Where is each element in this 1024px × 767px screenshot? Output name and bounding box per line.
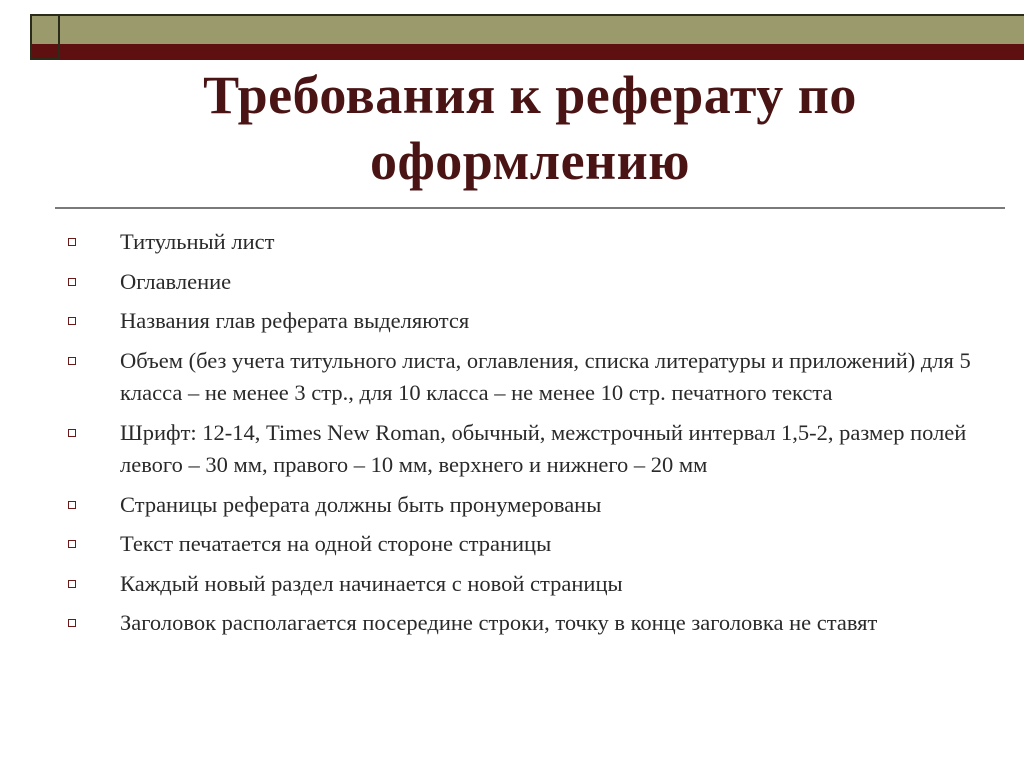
bullet-text: Титульный лист: [120, 229, 275, 254]
hollow-square-icon: [68, 317, 76, 325]
hollow-square-icon: [68, 540, 76, 548]
header-bar-maroon: [30, 44, 1024, 60]
bullet-text: Объем (без учета титульного листа, оглавления, списка литературы и приложений) для 5 класса – не менее 3 стр., для 10 класса – не менее 10 стр. печатного текста: [120, 347, 971, 405]
bullet-text: Каждый новый раздел начинается с новой страницы: [120, 570, 623, 596]
hollow-square-icon: [68, 580, 76, 588]
slide-title: Требования к реферату по оформлению: [203, 65, 857, 191]
bullet-item: [62, 607, 1012, 640]
bullet-item: [62, 226, 1012, 259]
hollow-square-icon: [68, 357, 76, 365]
bullet-item: [62, 568, 1012, 601]
bullet-item: [62, 345, 1012, 410]
title-divider: [55, 207, 1005, 209]
bullet-item: [62, 266, 1012, 299]
bullet-text: Заголовок располагается посередине строки, точку в конце заголовка не ставят: [120, 610, 878, 635]
hollow-square-icon: [68, 619, 76, 627]
header-bar-olive: [30, 14, 1024, 44]
bullet-item: [62, 528, 1012, 561]
bullet-list: [62, 226, 1012, 647]
hollow-square-icon: [68, 278, 76, 286]
bullet-item: [62, 489, 1012, 522]
hollow-square-icon: [68, 429, 76, 437]
bullet-item: [62, 305, 1012, 338]
bullet-text: Текст печатается на одной стороне страницы: [120, 531, 552, 556]
header-bar-square: [30, 14, 60, 60]
bullet-text: Названия глав реферата выделяются: [120, 308, 470, 333]
bullet-item: [62, 417, 1012, 482]
hollow-square-icon: [68, 238, 76, 246]
bullet-text: Шрифт: 12-14, Times New Roman, обычный, межстрочный интервал 1,5-2, размер полей левого – 30 мм, правого – 10 мм, верхнего и нижнего – 20 мм: [120, 419, 967, 477]
hollow-square-icon: [68, 501, 76, 509]
bullet-text: Страницы реферата должны быть пронумерованы: [120, 491, 602, 517]
bullet-text: Оглавление: [120, 268, 232, 294]
decorative-header-bar: [30, 14, 1024, 62]
